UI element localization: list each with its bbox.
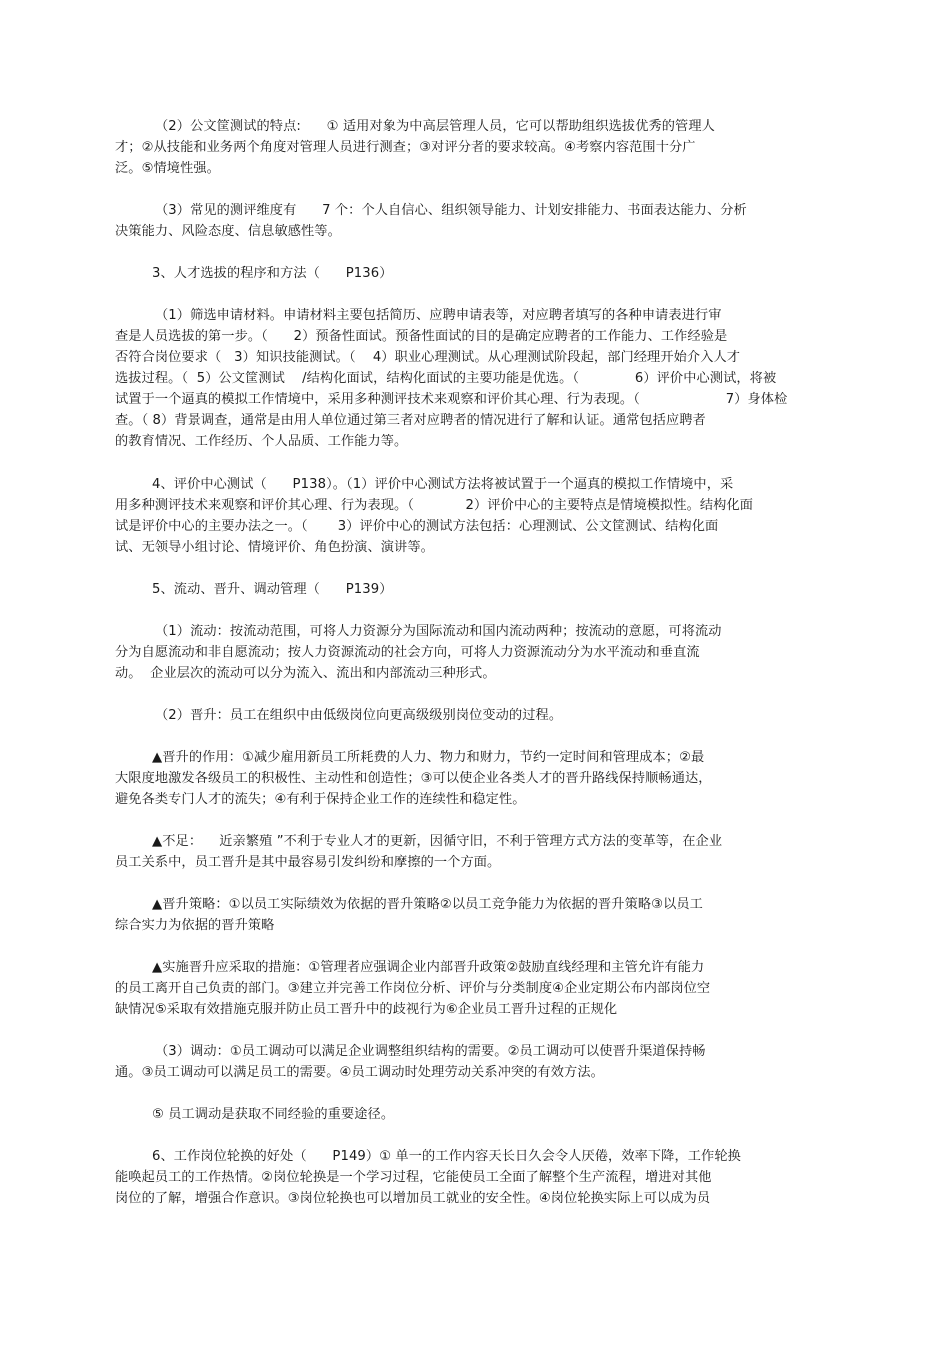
text-line: ▲晋升策略：①以员工实际绩效为依据的晋升策略②以员工竞争能力为依据的晋升策略③以员工 (152, 897, 703, 912)
text-line: （3）调动：①员工调动可以满足企业调整组织结构的需要。②员工调动可以使晋升渠道保持畅 (155, 1044, 706, 1059)
text-line: 选拔过程。（ 5）公文筐测试 /结构化面试，结构化面试的主要功能是优选。（ 6）评价中心测试，将被 (115, 371, 777, 386)
text-line: （3）常见的测评维度有 7 个：个人自信心、组织领导能力、计划安排能力、书面表达能力、分析 (155, 203, 747, 218)
paragraph-transfer-5: ⑤ 员工调动是获取不同经验的重要途径。 (152, 1107, 395, 1122)
text-line: 试、无领导小组讨论、情境评价、角色扮演、演讲等。 (115, 540, 434, 555)
text-line: 的教育情况、工作经历、个人品质、工作能力等。 (115, 434, 408, 449)
text-line: （1）筛选申请材料。申请材料主要包括简历、应聘申请表等，对应聘者填写的各种申请表进行审 (155, 308, 722, 323)
text-line: 泛。⑤情境性强。 (115, 161, 220, 176)
text-line: ▲不足： 近亲繁殖 ”不利于专业人才的更新，因循守旧，不利于管理方式方法的变革等，在企业 (152, 834, 723, 849)
text-line: 试置于一个逼真的模拟工作情境中，采用多种测评技术来观察和评价其心理、行为表现。（ 7）身体检 (115, 392, 788, 407)
text-line: 决策能力、风险态度、信息敏感性等。 (115, 224, 341, 239)
text-line: ▲晋升的作用：①减少雇用新员工所耗费的人力、物力和财力，节约一定时间和管理成本；②最 (152, 750, 705, 765)
text-line: 能唤起员工的工作热情。②岗位轮换是一个学习过程，它能使员工全面了解整个生产流程，增进对其他 (115, 1170, 712, 1185)
text-line: 试是评价中心的主要办法之一。（ 3）评价中心的测试方法包括：心理测试、公文筐测试、结构化面 (115, 519, 719, 534)
text-line: 缺情况⑤采取有效措施克服并防止员工晋升中的歧视行为⑥企业员工晋升过程的正规化 (115, 1002, 618, 1017)
text-line: 大限度地激发各级员工的积极性、主动性和创造性；③可以使企业各类人才的晋升路线保持顺畅通达， (115, 771, 712, 786)
text-line: 4、评价中心测试（ P138）。（1）评价中心测试方法将被试置于一个逼真的模拟工作情境中，采 (152, 477, 734, 492)
text-line: 才；②从技能和业务两个角度对管理人员进行测查；③对评分者的要求较高。④考察内容范围十分广 (115, 140, 696, 155)
paragraph-promotion: （2）晋升：员工在组织中由低级岗位向更高级级别岗位变动的过程。 (155, 708, 563, 723)
text-line: 岗位的了解，增强合作意识。③岗位轮换也可以增加员工就业的安全性。④岗位轮换实际上可以成为员 (115, 1191, 711, 1206)
text-line: （2）公文筐测试的特点: ① 适用对象为中高层管理人员，它可以帮助组织选拔优秀的管理人 (155, 119, 715, 134)
text-line: 查是人员选拔的第一步。（ 2）预备性面试。预备性面试的目的是确定应聘者的工作能力、工作经验是 (115, 329, 728, 344)
text-line: 动。 企业层次的流动可以分为流入、流出和内部流动三种形式。 (115, 666, 496, 681)
text-line: 的员工离开自己负责的部门。③建立并完善工作岗位分析、评价与分类制度④企业定期公布内部岗位空 (115, 981, 711, 996)
text-line: 用多种测评技术来观察和评价其心理、行为表现。（ 2）评价中心的主要特点是情境模拟性。结构化面 (115, 498, 754, 513)
text-line: 通。③员工调动可以满足员工的需要。④员工调动时处理劳动关系冲突的有效方法。 (115, 1065, 604, 1080)
text-line: （1）流动：按流动范围，可将人力资源分为国际流动和国内流动两种；按流动的意愿，可将流动 (155, 624, 722, 639)
text-line: 综合实力为依据的晋升策略 (115, 918, 275, 933)
text-line: 避免各类专门人才的流失；④有利于保持企业工作的连续性和稳定性。 (115, 792, 526, 807)
section-heading-3: 3、人才选拔的程序和方法（ P136） (152, 266, 393, 281)
text-line: 查。（ 8）背景调查，通常是由用人单位通过第三者对应聘者的情况进行了解和认证。通常包括应聘者 (115, 413, 706, 428)
section-heading-5: 5、流动、晋升、调动管理（ P139） (152, 582, 393, 597)
text-line: ▲实施晋升应采取的措施：①管理者应强调企业内部晋升政策②鼓励直线经理和主管允许有能力 (152, 960, 705, 975)
text-line: 分为自愿流动和非自愿流动；按人力资源流动的社会方向，可将人力资源流动分为水平流动和垂直流 (115, 645, 700, 660)
text-line: 6、工作岗位轮换的好处（ P149）① 单一的工作内容天长日久会令人厌倦，效率下降，工作轮换 (152, 1149, 741, 1164)
text-line: 否符合岗位要求（ 3）知识技能测试。（ 4）职业心理测试。从心理测试阶段起，部门经理开始介入人才 (115, 350, 741, 365)
text-line: 员工关系中，员工晋升是其中最容易引发纠纷和摩擦的一个方面。 (115, 855, 501, 870)
